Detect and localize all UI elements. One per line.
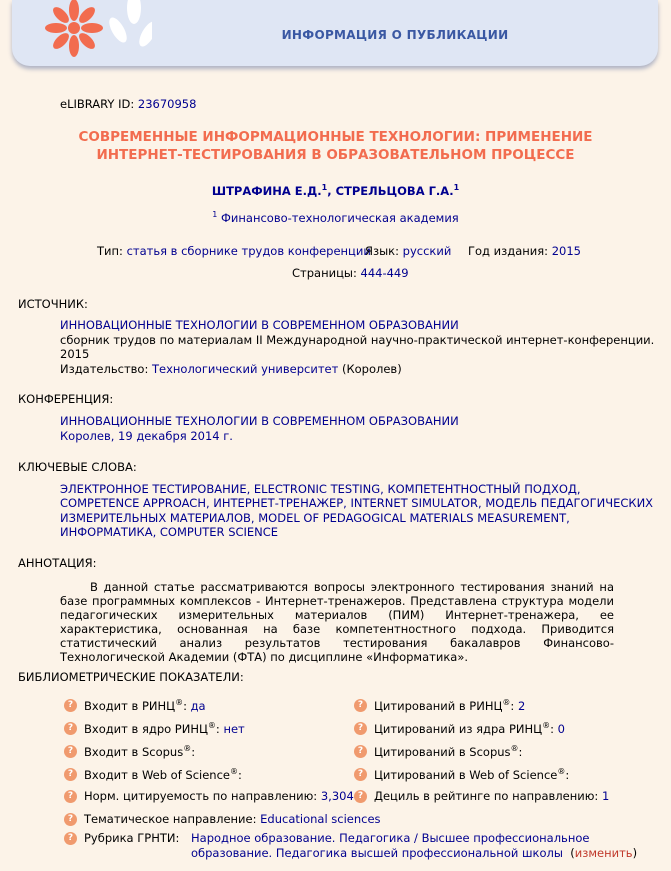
metric-rinc [84,698,206,713]
reg-mark: ® [557,767,566,776]
metric-sep: : [518,744,523,759]
reg-mark: ® [542,721,551,730]
page-title: ИНФОРМАЦИЯ О ПУБЛИКАЦИИ [281,28,509,42]
pub-type [97,244,371,258]
pub-year [468,244,581,258]
pub-pages [292,266,409,280]
authors: ШТРАФИНА Е.Д.$^1$, СТРЕЛЬЦОВА Г.А.$^1$ [211,183,460,198]
author-link[interactable]: ШТРАФИНА Е.Д. [211,183,322,198]
affiliation-link[interactable]: Финансово-технологическая академия [221,210,459,225]
annotation-label: АННОТАЦИЯ: [18,556,97,570]
metric-label: Цитирований в РИНЦ [374,698,503,713]
elibrary-id-label: eLIBRARY ID: [60,97,135,111]
type-label: Тип: [97,244,123,258]
flower-logo-icon [12,0,152,66]
help-icon[interactable]: ? [64,768,77,781]
source-subtitle: сборник трудов по материалам II Международной научно-практической интернет-конференции. [60,332,655,347]
metric-label: Входит в Scopus [84,744,184,759]
elibrary-id-value: 23670958 [137,97,197,111]
title-line-1: СОВРЕМЕННЫЕ ИНФОРМАЦИОННЫЕ ТЕХНОЛОГИИ: ПРИМЕНЕНИЕ [78,129,593,145]
language-value: русский [402,244,452,258]
thematic-direction [84,812,381,826]
source-title-link[interactable]: ИННОВАЦИОННЫЕ ТЕХНОЛОГИИ В СОВРЕМЕННОМ ОБРАЗОВАНИИ [60,318,459,332]
help-icon[interactable]: ? [354,699,367,712]
keywords-line[interactable]: COMPETENCE APPROACH, ИНТЕРНЕТ-ТРЕНАЖЕР, INTERNET SIMULATOR, МОДЕЛЬ ПЕДАГОГИЧЕСКИХ [60,496,654,511]
affiliation-sup: 1 [212,210,218,219]
metric-norm-citation [84,789,354,803]
keywords-line[interactable]: ИЗМЕРИТЕЛЬНЫХ МАТЕРИАЛОВ, MODEL OF PEDAGOGICAL MATERIALS MEASUREMENT, [60,510,570,525]
page-header [12,0,658,66]
metric-label: Дециль в рейтинге по направлению: [374,789,599,803]
metric-sep: : [510,698,515,713]
reg-mark: ® [183,744,192,753]
language-label: Язык: [365,244,400,258]
annotation-text [60,580,614,664]
author-affil-sup: 1 [321,183,328,192]
grnti-line-1: Народное образование. Педагогика / Высшее профессиональное [191,831,590,845]
help-icon[interactable]: ? [64,832,77,845]
change-link[interactable]: изменить [574,845,633,860]
metric-citations-rinc-core [374,721,565,736]
metric-value: 3,304 [320,789,354,803]
help-icon[interactable]: ? [354,768,367,781]
metric-sep: : [191,744,196,759]
pub-language [365,244,451,258]
help-icon[interactable]: ? [64,745,77,758]
metric-rinc-core [84,721,245,736]
grnti-label: Рубрика ГРНТИ: [84,831,180,845]
publisher-label: Издательство: [60,361,149,376]
reg-mark: ® [230,767,238,776]
metric-label: Входит в РИНЦ [84,698,176,713]
reg-mark: ® [175,698,184,707]
metric-sep: : [550,721,554,736]
grnti-line-2: образование. Педагогика высшей профессиональной школы [191,845,563,860]
grnti-value: Народное образование. Педагогика / Высшее профессиональное образование. Педагогика высшей профессиональной школы (изменить) [191,831,638,860]
metric-label: Норм. цитируемость по направлению: [84,789,318,803]
keywords-line[interactable]: ИНФОРМАТИКА, COMPUTER SCIENCE [60,524,279,539]
conference-label: КОНФЕРЕНЦИЯ: [18,392,114,406]
help-icon[interactable]: ? [64,699,77,712]
metric-value[interactable]: 2 [517,698,526,713]
help-icon[interactable]: ? [64,722,77,735]
help-icon[interactable]: ? [354,745,367,758]
year-value: 2015 [551,244,581,258]
biblio-label: БИБЛИОМЕТРИЧЕСКИЕ ПОКАЗАТЕЛИ: [18,670,244,684]
conference-place-date: Королев, 19 декабря 2014 г. [60,428,233,443]
metric-sep: : [238,767,242,782]
metric-sep: : [565,767,570,782]
metric-label: Входит в ядро РИНЦ [84,721,208,736]
metric-citations-scopus [374,744,522,759]
reg-mark: ® [502,698,511,707]
metric-decile [374,789,609,803]
publisher-link[interactable]: Технологический университет [151,361,339,376]
metric-wos [84,767,242,782]
reg-mark: ® [510,744,519,753]
publisher-city: (Королев) [341,361,402,376]
metric-citations-wos [374,767,569,782]
keywords-block [60,482,653,539]
pages-value: 444-449 [360,266,409,280]
conference-title-link[interactable]: ИННОВАЦИОННЫЕ ТЕХНОЛОГИИ В СОВРЕМЕННОМ ОБРАЗОВАНИИ [60,414,459,428]
pages-label: Страницы: [292,266,357,280]
help-icon[interactable]: ? [354,722,367,735]
help-icon[interactable]: ? [354,790,367,803]
metric-sep: : [183,698,187,713]
reg-mark: ® [207,721,216,730]
metric-scopus [84,744,195,759]
keywords-line[interactable]: ЭЛЕКТРОННОЕ ТЕСТИРОВАНИЕ, ELECTRONIC TESTING, КОМПЕТЕНТНОСТНЫЙ ПОДХОД, [60,482,581,496]
thematic-label: Тематическое направление: [84,812,257,826]
metric-sep: : [215,721,220,736]
metric-citations-rinc [374,698,525,713]
elibrary-id [60,97,196,111]
source-publisher [60,362,654,377]
author-link[interactable]: СТРЕЛЬЦОВА Г.А. [335,183,454,198]
metric-label: Цитирований в Web of Science [374,767,558,782]
conference-block [60,414,459,443]
metric-label: Цитирований из ядра РИНЦ [374,721,543,736]
metric-label: Цитирований в Scopus [374,744,511,759]
author-affil-sup: 1 [453,183,460,192]
keywords-label: КЛЮЧЕВЫЕ СЛОВА: [18,460,137,474]
publication-title [40,128,631,164]
source-label: ИСТОЧНИК: [18,297,88,311]
metric-value: 1 [601,789,610,803]
metric-value: 0 [557,721,565,736]
help-icon[interactable]: ? [64,813,77,826]
thematic-value: Educational sciences [260,812,381,826]
annotation-body: В данной статье рассматриваются вопросы электронного тестирования знаний на базе программных комплексов - Интернет-тренажеров. Представлена структура модели педагогических измерительных материалов (ПИМ) Интернет-тренажера, ее характеристика, основанная на базе компетентностного подхода. Приводится статистический анализ результатов тестирования бакалавров Финансово-Технологической Академии (ФТА) по дисциплине «Информатика». [60,580,614,664]
source-block [60,318,654,376]
help-icon[interactable]: ? [64,790,77,803]
metric-value: да [190,698,206,713]
type-value: статья в сборнике трудов конференции [126,244,371,258]
source-year: 2015 [60,347,90,361]
affiliation [0,210,671,225]
year-label: Год издания: [468,244,549,258]
title-line-2: ИНТЕРНЕТ-ТЕСТИРОВАНИЯ В ОБРАЗОВАТЕЛЬНОМ ПРОЦЕССЕ [96,147,575,163]
metric-value: нет [223,721,245,736]
metric-label: Входит в Web of Science [84,767,230,782]
